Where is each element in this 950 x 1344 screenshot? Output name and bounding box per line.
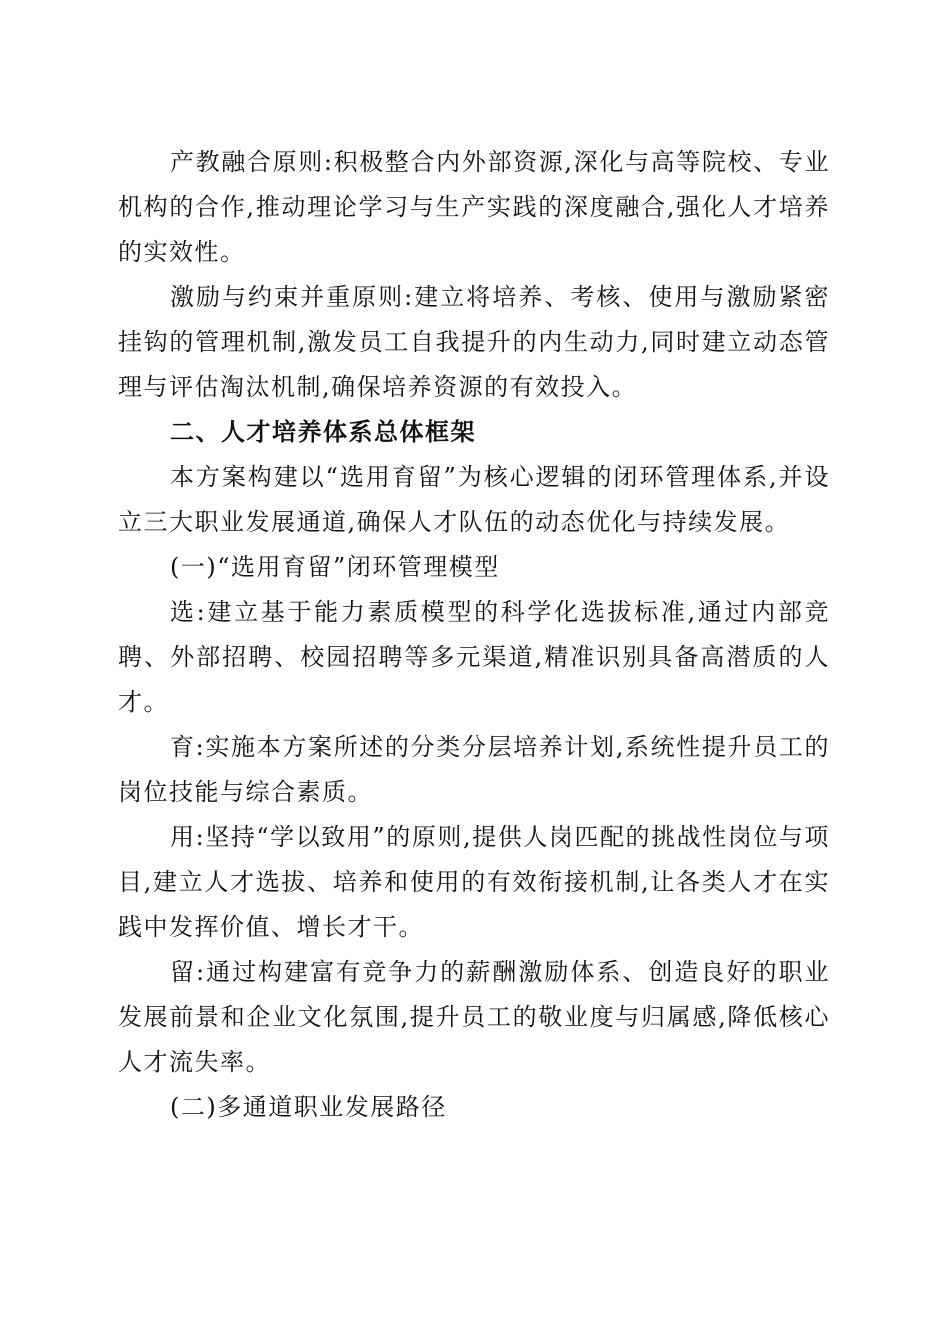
paragraph-industry-education-principle: 产教融合原则:积极整合内外部资源,深化与高等院校、专业机构的合作,推动理论学习与生产实践的深度融合,强化人才培养的实效性。 [118, 148, 830, 266]
paragraph-incentive-constraint-principle: 激励与约束并重原则:建立将培养、考核、使用与激励紧密挂钩的管理机制,激发员工自我提升的内生动力,同时建立动态管理与评估淘汰机制,确保培养资源的有效投入。 [118, 283, 830, 401]
paragraph-select: 选:建立基于能力素质模型的科学化选拔标准,通过内部竞聘、外部招聘、校园招聘等多元渠道,精准识别具备高潜质的人才。 [118, 598, 830, 716]
subheading-closed-loop-model: (一)“选用育留”闭环管理模型 [170, 553, 500, 581]
paragraph-framework-intro: 本方案构建以“选用育留”为核心逻辑的闭环管理体系,并设立三大职业发展通道,确保人才队伍的动态优化与持续发展。 [118, 463, 830, 536]
paragraph-retain: 留:通过构建富有竞争力的薪酬激励体系、创造良好的职业发展前景和企业文化氛围,提升员工的敬业度与归属感,降低核心人才流失率。 [118, 958, 830, 1076]
document-body [118, 140, 830, 1130]
section-heading-framework: 二、人才培养体系总体框架 [170, 418, 476, 446]
subheading-career-paths: (二)多通道职业发展路径 [170, 1093, 447, 1121]
paragraph-use: 用:坚持“学以致用”的原则,提供人岗匹配的挑战性岗位与项目,建立人才选拔、培养和使用的有效衔接机制,让各类人才在实践中发挥价值、增长才干。 [118, 823, 830, 941]
paragraph-develop: 育:实施本方案所述的分类分层培养计划,系统性提升员工的岗位技能与综合素质。 [118, 733, 830, 806]
